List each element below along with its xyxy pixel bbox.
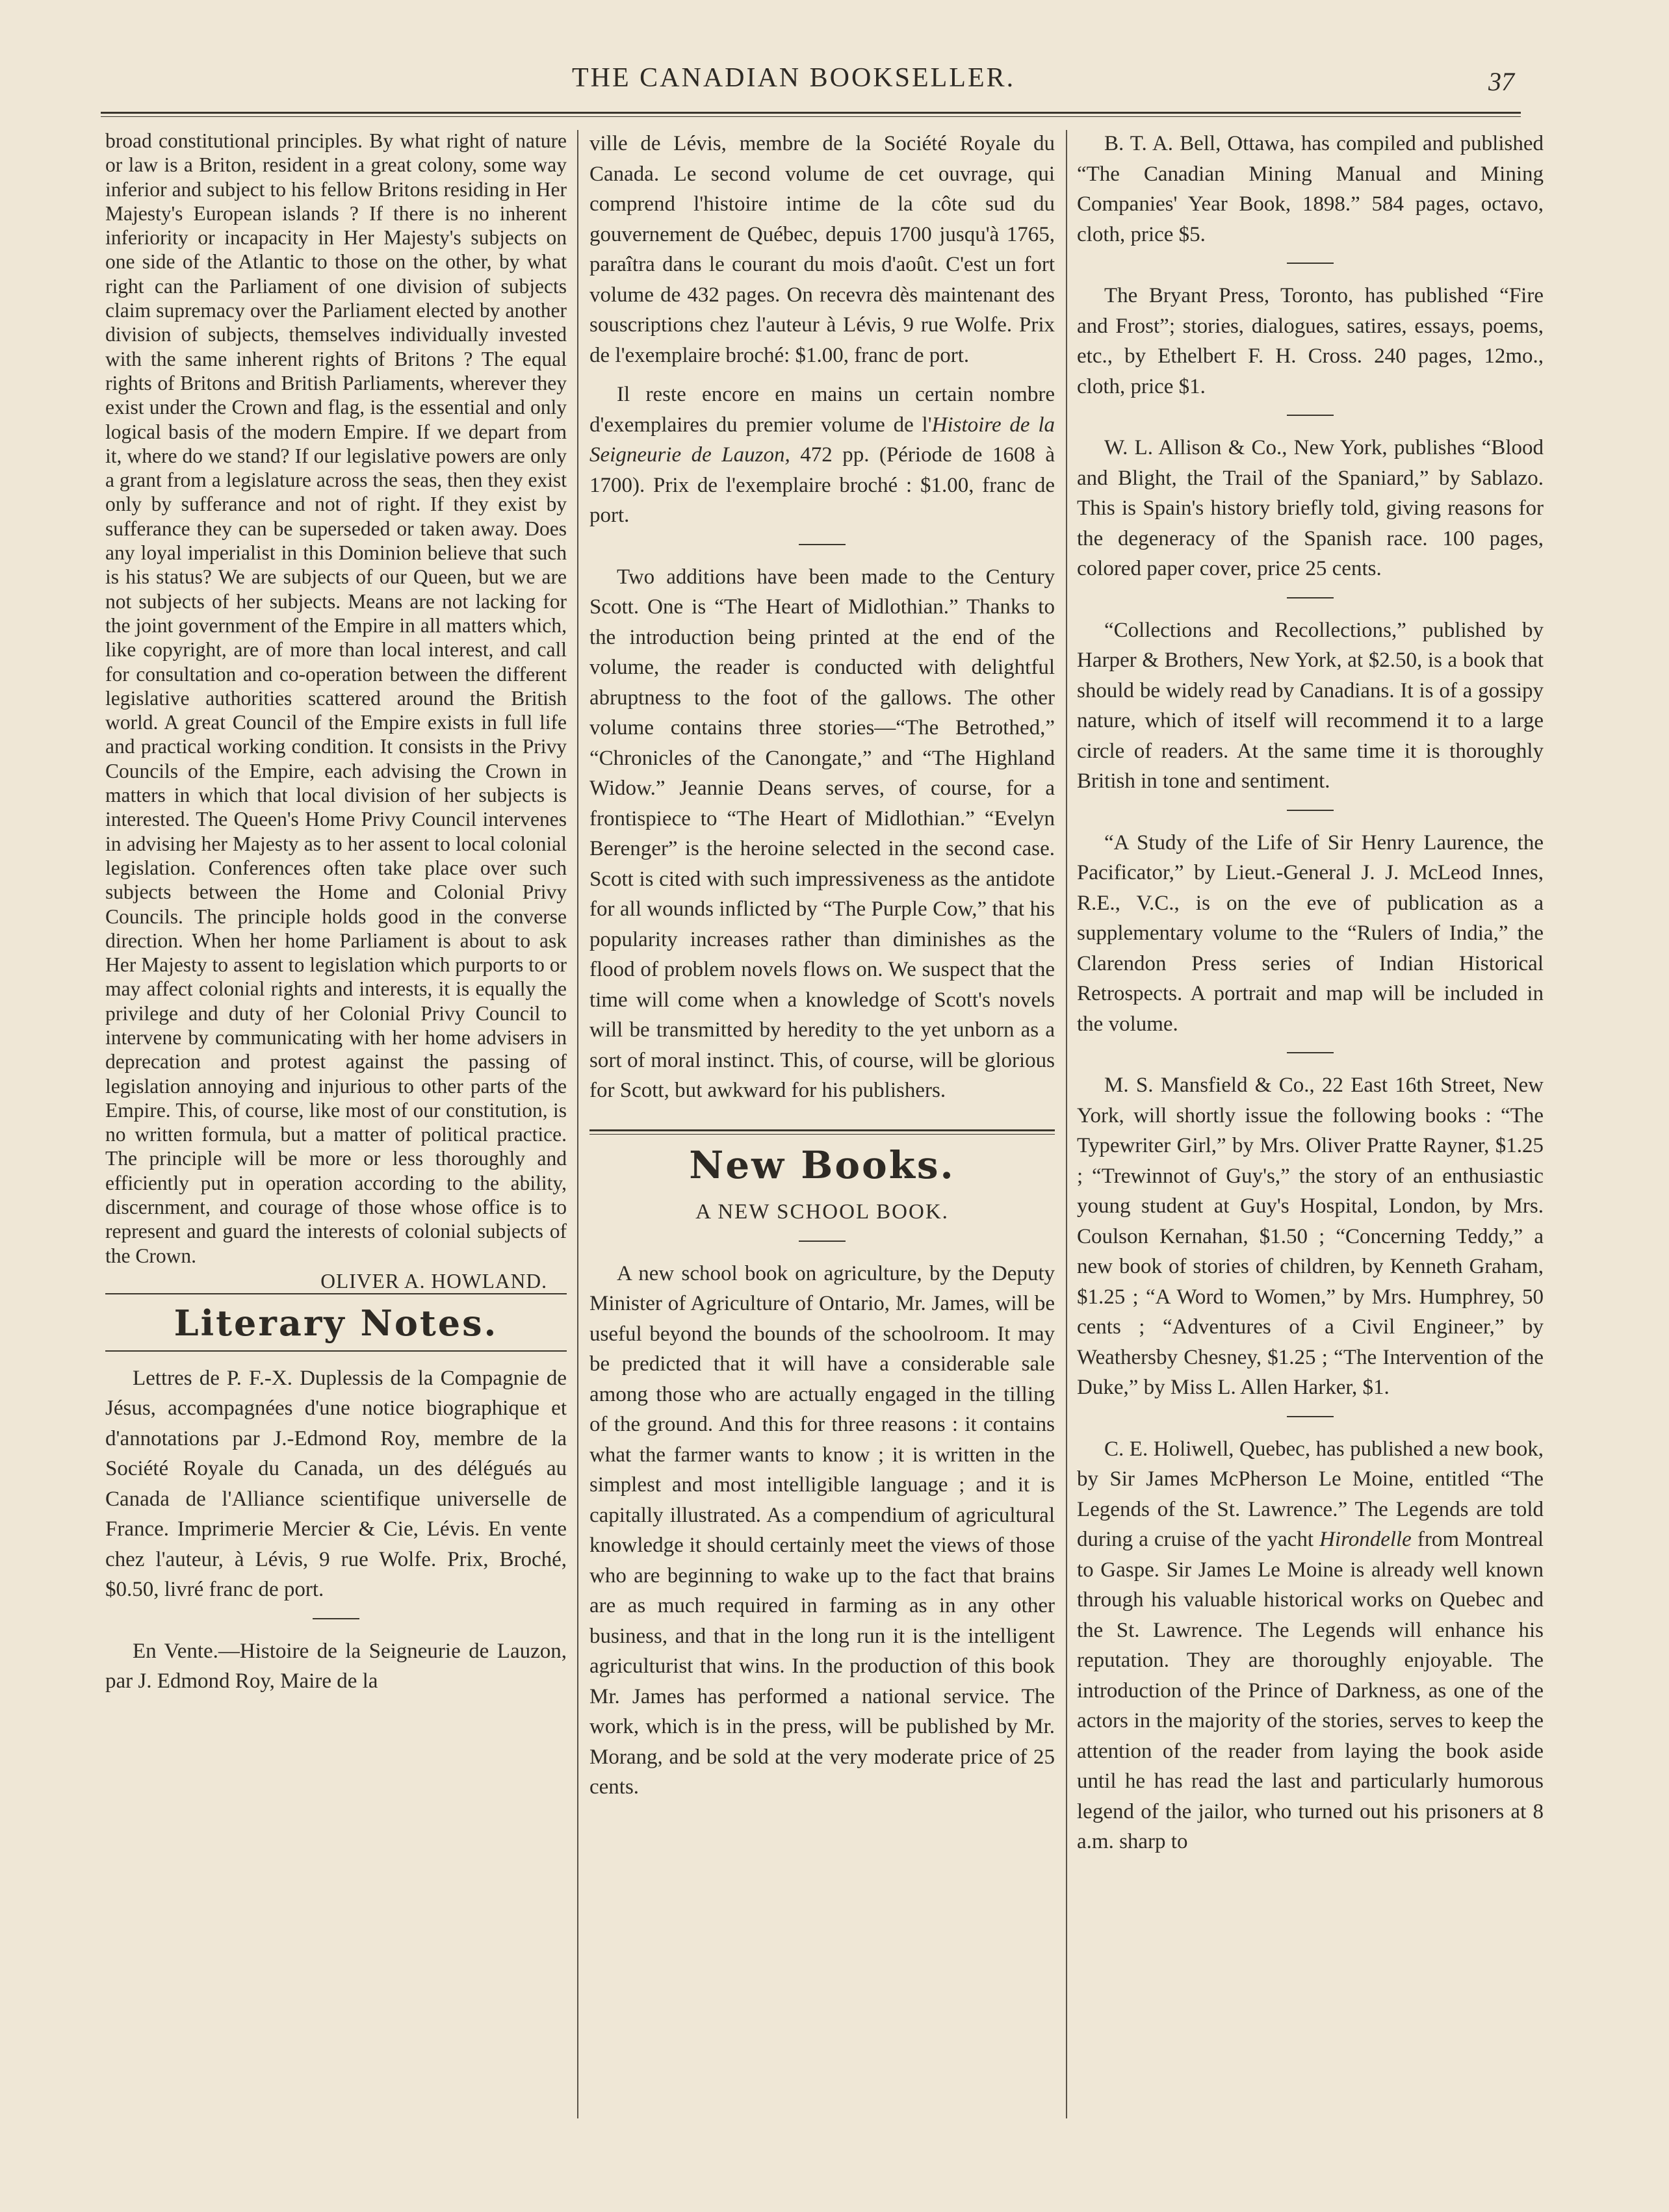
note-paragraph: ville de Lévis, membre de la Société Royale du Canada. Le second volume de cet ouvrage, qui comprend l'histoire intime de la côte sud du gouvernement de Québec, depuis 1700 jusqu'à 1765, paraîtra dans le courant du mois d'août. C'est un fort volume de 432 pages. On recevra dès maintenant des souscriptions chez l'auteur à Lévis, 9 rue Wolfe. Prix de l'exemplaire broché: $1.00, franc de port. [589, 132, 1055, 367]
short-divider [799, 1241, 846, 1242]
column-3 [1077, 129, 1544, 1857]
running-title: THE CANADIAN BOOKSELLER. [572, 63, 1016, 93]
section-heading-new-books: New Books. [689, 1142, 955, 1187]
italic-title: Hirondelle [1319, 1528, 1412, 1551]
book-notice: “Collections and Recollections,” published by Harper & Brothers, New York, at $2.50, is a book that should be widely read by Canadians. It is of a gossipy nature, which of itself will recommend it to a large circle of readers. At the same time it is thoroughly British in tone and sentiment. [1077, 618, 1544, 793]
header-rule [101, 112, 1521, 114]
short-divider [1287, 1416, 1334, 1417]
section-heading-literary-notes: Literary Notes. [174, 1302, 498, 1344]
book-notice: The Bryant Press, Toronto, has published “Fire and Frost”; stories, dialogues, satires, essays, poems, etc., by Ethelbert F. H. Cross. 240 pages, 12mo., cloth, price $1. [1077, 284, 1544, 398]
section-rule [105, 1350, 567, 1352]
article-continuation: broad constitutional principles. By what right of nature or law is a Briton, resident in a great colony, some way inferior and subject to his fellow Britons residing in Her Majesty's European islands ? If there is no inherent inferiority or incapacity in Her Majesty's subjects on one side of the Atlantic to those on the other, by what right can the Parliament of one division of subjects claim supremacy over the Parliament elected by another division of subjects, themselves individually invested with the same inherent rights of Britons ? The equal rights of Britons and British Parliaments, wherever they exist under the Crown and flag, is the essential and only logical basis of the modern Empire. If we depart from it, where do we stand? If our legislative powers are only a grant from a legislature across the seas, then they exist only by sufferance and not of right. If they exist by sufferance they can be superseded or taken away. Does any loyal imperialist in this Dominion believe that such is his status? We are subjects of our Queen, but we are not subjects of her subjects. Means are not lacking for the joint government of the Empire in all matters which, like copyright, are of more than local interest, and call for consultation and co-operation between the different legislative authorities scattered around the British world. A great Council of the Empire exists in full life and practical working condition. It consists in the Privy Councils of the Empire, each advising the Crown in matters in which that local division of her subjects is interested. The Queen's Home Privy Council intervenes in advising her Majesty as to her assent to local colonial legislation. Conferences often take place over such subjects between the Home and Colonial Privy Councils. The principle holds good in the converse direction. When her home Parliament is about to ask Her Majesty to assent to legislation which purports to or may affect colonial rights and interests, it is equally the privilege and duty of her Colonial Privy Council to intervene by communicating with her home advisers in deprecation and protest against the passing of legislation annoying and injurious to other parts of the Empire. This, of course, like most of our constitution, is no written formula, but a matter of political practice. The principle will be more or less thoroughly and efficiently put in operation according to the ability, discernment, and courage of those whose office is to represent and guard the interests of colonial subjects of the Crown. [105, 129, 567, 1267]
article-subheading: A NEW SCHOOL BOOK. [695, 1200, 949, 1224]
running-head [0, 0, 1669, 97]
article-paragraph: A new school book on agriculture, by the Deputy Minister of Agriculture of Ontario, Mr. James, will be useful beyond the bounds of the schoolroom. It may be predicted that it will have a considerable sale among those who are actually engaged in the tilling of the ground. And this for three reasons : it contains what the farmer wants to know ; it is written in the simplest and most intelligible language ; and it is capitally illustrated. As a compendium of agricultural knowledge it should certainly meet the views of those who are beginning to wake up to the fact that brains are as much required in farming as in any other business, and that in the long run it is the intelligent agriculturist that wins. In the production of this book Mr. James has performed a national service. The work, which is in the press, will be published by Mr. Morang, and be sold at the very moderate price of 25 cents. [589, 1261, 1055, 1799]
short-divider [1287, 415, 1334, 416]
column-1 [105, 129, 567, 1697]
header-rule-thin [101, 116, 1521, 117]
short-divider [1287, 597, 1334, 598]
note-paragraph: Lettres de P. F.-X. Duplessis de la Compagnie de Jésus, accompagnées d'une notice biographique et d'annotations par J.-Edmond Roy, membre de la Société Royale du Canada, un des délégués au Canada de l'Alliance scientifique universelle de France. Imprimerie Mercier & Cie, Lévis. En vente chez l'auteur, à Lévis, 9 rue Wolfe. Prix, Broché, $0.50, livré franc de port. [105, 1366, 567, 1602]
section-double-rule [589, 1129, 1055, 1135]
page-number: 37 [1488, 67, 1514, 96]
column-2 [589, 129, 1055, 1803]
short-divider [1287, 1052, 1334, 1053]
note-paragraph: Il reste encore en mains un certain nombre d'exemplaires du premier volume de l'Histoire de la Seigneurie de Lauzon, 472 pp. (Période de 1608 à 1700). Prix de l'exemplaire broché : $1.00, franc de port. [589, 383, 1055, 527]
note-paragraph: Two additions have been made to the Century Scott. One is “The Heart of Midlothian.” Thanks to the introduction being printed at the end of the volume, the reader is conducted with delightful abruptness to the foot of the gallows. The other volume contains three stories—“The Betrothed,” “Chronicles of the Canongate,” and “The Highland Widow.” Jeannie Deans serves, of course, for a frontispiece to “The Heart of Midlothian.” “Evelyn Berenger” is the heroine selected in the second case. Scott is cited with such impressiveness as the antidote for all wounds inflicted by “The Purple Cow,” that his popularity increases rather than diminishes as the flood of problem novels flows on. We suspect that the time will come when a knowledge of Scott's novels will be transmitted by heredity to the yet unborn as a sort of moral instinct. This, of course, will be glorious for Scott, but awkward for his publishers. [589, 565, 1055, 1102]
book-notice: C. E. Holiwell, Quebec, has published a new book, by Sir James McPherson Le Moine, entitled “The Legends of the St. Lawrence.” The Legends are told during a cruise of the yacht Hirondelle from Montreal to Gaspe. Sir James Le Moine is already well known through his valuable historical works on Quebec and the St. Lawrence. The Legends will enhance his reputation. They are thoroughly enjoyable. The introduction of the Prince of Darkness, as one of the actors in the majority of the stories, serves to keep the attention of the reader from laying the book aside until he has read the last and particularly humorous legend of the jailor, who turned out his prisoners at 8 a.m. sharp to [1077, 1437, 1544, 1853]
section-rule [105, 1293, 567, 1294]
short-divider [313, 1618, 359, 1619]
book-notice: W. L. Allison & Co., New York, publishes “Blood and Blight, the Trail of the Spaniard,” by Sablazo. This is Spain's history briefly told, giving reasons for the degeneracy of the Spanish race. 100 pages, colored paper cover, price 25 cents. [1077, 436, 1544, 580]
short-divider [799, 544, 846, 545]
book-notice: B. T. A. Bell, Ottawa, has compiled and published “The Canadian Mining Manual and Mining Companies' Year Book, 1898.” 584 pages, octavo, cloth, price $5. [1077, 132, 1544, 246]
italic-title: Histoire de la Seigneurie de Lauzon, [589, 413, 1055, 467]
book-notice: “A Study of the Life of Sir Henry Laurence, the Pacificator,” by Lieut.-General J. J. McLeod Innes, R.E., V.C., is on the eve of publication as a supplementary volume to the “Rulers of India,” the Clarendon Press series of Indian Historical Retrospects. A portrait and map will be included in the volume. [1077, 830, 1544, 1036]
column-divider-2 [1066, 130, 1067, 2118]
short-divider [1287, 263, 1334, 264]
column-divider-1 [577, 130, 578, 2118]
book-notice: M. S. Mansfield & Co., 22 East 16th Street, New York, will shortly issue the following books : “The Typewriter Girl,” by Mrs. Oliver Pratte Rayner, $1.25 ; “Trewinnot of Guy's,” the story of an enthusiastic young student at Guy's Hospital, London, by Mrs. Coulson Kernahan, $1.50 ; “Concerning Teddy,” a new book of stories of children, by Kenneth Graham, $1.25 ; “A Word to Women,” by Mrs. Humphrey, 50 cents ; “Adventures of a Civil Engineer,” by Weathersby Chesney, $1.25 ; “The Intervention of the Duke,” by Miss L. Allen Harker, $1. [1077, 1074, 1544, 1399]
short-divider [1287, 810, 1334, 811]
note-paragraph: En Vente.—Histoire de la Seigneurie de Lauzon, par J. Edmond Roy, Maire de la [105, 1639, 567, 1693]
literary-notes-body [105, 1363, 567, 1697]
article-signature: OLIVER A. HOWLAND. [320, 1269, 547, 1292]
